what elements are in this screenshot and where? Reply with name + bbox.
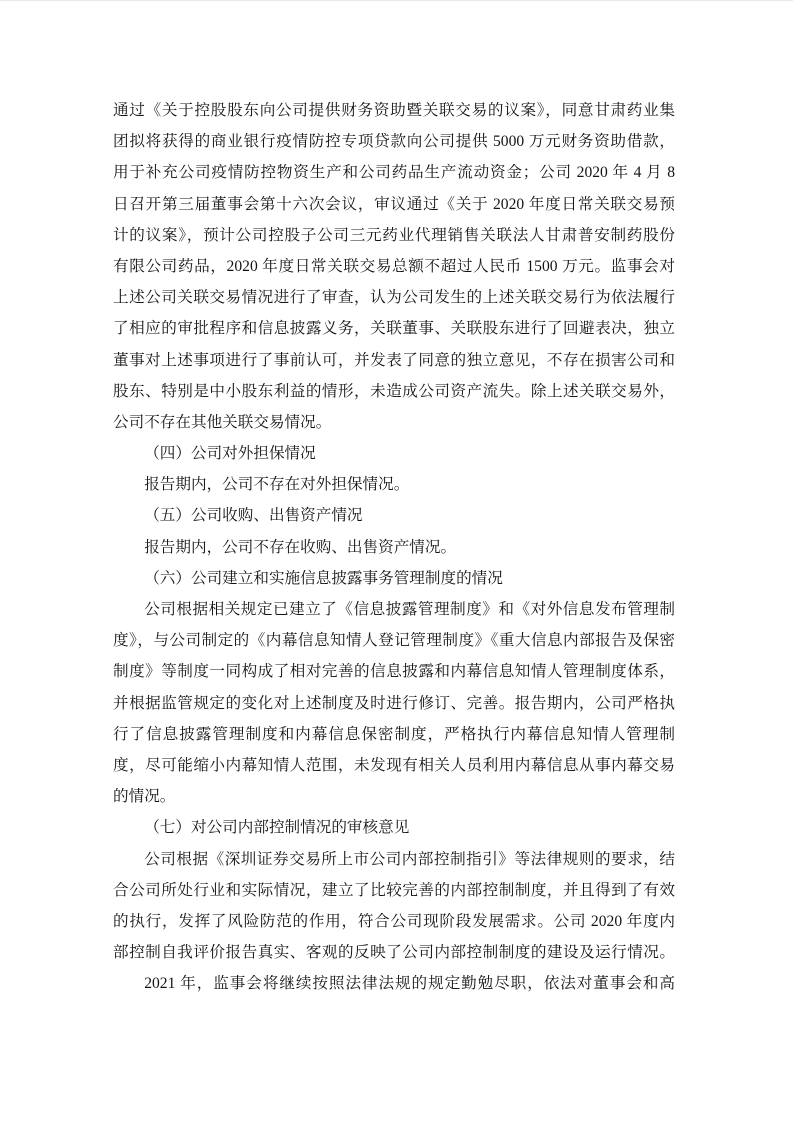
text-line: 有限公司药品，2020 年度日常关联交易总额不超过人民币 1500 万元。监事会对	[113, 257, 675, 275]
text-line: 用于补充公司疫情防控物资生产和公司药品生产流动资金；公司 2020 年 4 月 8	[113, 164, 675, 182]
text-line: 部控制自我评价报告真实、客观的反映了公司内部控制制度的建设及运行情况。	[113, 944, 675, 962]
document-body	[113, 95, 675, 999]
text-line: 合公司所处行业和实际情况，建立了比较完善的内部控制制度，并且得到了有效	[113, 881, 675, 899]
text-line: 的情况。	[113, 788, 176, 806]
text-line: （七）对公司内部控制情况的审核意见	[144, 819, 410, 837]
text-line: 通过《关于控股股东向公司提供财务资助暨关联交易的议案》，同意甘肃药业集	[113, 102, 675, 119]
text-line: 计的议案》，预计公司控股子公司三元药业代理销售关联法人甘肃普安制药股份	[113, 226, 675, 244]
text-line: 度》，与公司制定的《内幕信息知情人登记管理制度》《重大信息内部报告及保密	[113, 632, 675, 650]
text-line: 日召开第三届董事会第十六次会议，审议通过《关于 2020 年度日常关联交易预	[113, 195, 675, 213]
text-line: 行了信息披露管理制度和内幕信息保密制度，严格执行内幕信息知情人管理制	[113, 725, 675, 743]
text-line: 股东、特别是中小股东利益的情形，未造成公司资产流失。除上述关联交易外，	[113, 382, 675, 400]
text-line: 的执行，发挥了风险防范的作用，符合公司现阶段发展需求。公司 2020 年度内	[113, 912, 675, 930]
text-line: 报告期内，公司不存在对外担保情况。	[144, 476, 410, 494]
text-line: 制度》等制度一同构成了相对完善的信息披露和内幕信息知情人管理制度体系，	[113, 663, 675, 681]
text-line: 报告期内，公司不存在收购、出售资产情况。	[144, 538, 457, 556]
text-line: 团拟将获得的商业银行疫情防控专项贷款向公司提供 5000 万元财务资助借款，	[113, 133, 675, 151]
text-line: 上述公司关联交易情况进行了审查，认为公司发生的上述关联交易行为依法履行	[113, 289, 675, 307]
text-line: 董事对上述事项进行了事前认可，并发表了同意的独立意见，不存在损害公司和	[113, 351, 675, 369]
text-line: 公司不存在其他关联交易情况。	[113, 413, 332, 431]
text-line: 公司根据相关规定已建立了《信息披露管理制度》和《对外信息发布管理制	[144, 601, 675, 618]
text-line: （四）公司对外担保情况	[144, 445, 316, 463]
text-line: 公司根据《深圳证券交易所上市公司内部控制指引》等法律规则的要求，结	[144, 850, 675, 868]
text-line: （六）公司建立和实施信息披露事务管理制度的情况	[144, 569, 503, 587]
text-line: 了相应的审批程序和信息披露义务，关联董事、关联股东进行了回避表决，独立	[113, 320, 675, 338]
text-line: 并根据监管规定的变化对上述制度及时进行修订、完善。报告期内，公司严格执	[113, 694, 675, 712]
text-line: 度，尽可能缩小内幕知情人范围，未发现有相关人员利用内幕信息从事内幕交易	[113, 756, 675, 774]
text-line: 2021 年，监事会将继续按照法律法规的规定勤勉尽职，依法对董事会和高	[144, 975, 675, 993]
text-line: （五）公司收购、出售资产情况	[144, 507, 363, 525]
